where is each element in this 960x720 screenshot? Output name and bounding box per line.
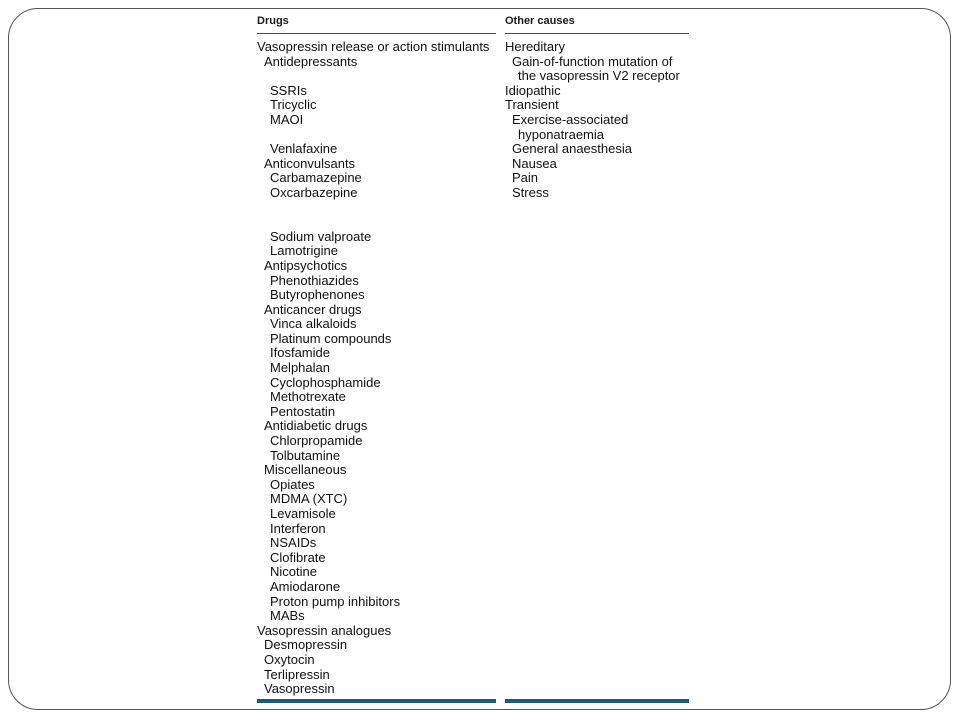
row-spacer xyxy=(257,69,496,84)
item-row: SSRIs xyxy=(270,82,307,98)
row-spacer xyxy=(257,201,496,216)
item-row: Oxcarbazepine xyxy=(270,184,358,200)
subcategory-row: Terlipressin xyxy=(264,666,330,682)
item-row: Chlorpropamide xyxy=(270,433,363,449)
item-row: Tolbutamine xyxy=(270,447,341,463)
item-row: Sodium valproate xyxy=(270,228,372,244)
subcategory-row: Pain xyxy=(512,170,539,186)
other-causes-header: Other causes xyxy=(505,10,689,34)
item-row: Nicotine xyxy=(270,564,317,580)
item-row: Tricyclic xyxy=(270,97,317,113)
drugs-bottom-rule xyxy=(257,699,496,703)
item-row: Phenothiazides xyxy=(270,272,359,288)
item-row: Cyclophosphamide xyxy=(270,374,381,390)
category-row: Hereditary xyxy=(505,39,565,54)
item-row: the vasopressin V2 receptor xyxy=(518,68,680,84)
other-causes-column xyxy=(505,10,689,201)
item-row: Ifosfamide xyxy=(270,345,330,361)
other-causes-list xyxy=(505,40,689,201)
category-row: Vasopressin release or action stimulants xyxy=(257,39,490,54)
subcategory-row: Miscellaneous xyxy=(264,462,347,478)
item-row: Methotrexate xyxy=(270,389,346,405)
subcategory-row: Desmopressin xyxy=(264,637,348,653)
subcategory-row: Oxytocin xyxy=(264,651,315,667)
drugs-header: Drugs xyxy=(257,10,496,34)
subcategory-row: Vasopressin xyxy=(264,681,335,697)
row-spacer xyxy=(257,215,496,230)
item-row: NSAIDs xyxy=(270,535,317,551)
item-row: Levamisole xyxy=(270,506,336,521)
subcategory-row: Anticancer drugs xyxy=(264,301,362,317)
subcategory-row: Anticonvulsants xyxy=(264,155,356,171)
item-row: hyponatraemia xyxy=(518,126,604,142)
subcategory-row: Stress xyxy=(512,184,549,200)
subcategory-row: Antidepressants xyxy=(264,53,358,69)
item-row: Butyrophenones xyxy=(270,287,365,303)
subcategory-row: Exercise-associated xyxy=(512,111,629,127)
subcategory-row: General anaesthesia xyxy=(512,141,632,157)
category-row: Vasopressin analogues xyxy=(257,622,392,638)
subcategory-row: Nausea xyxy=(512,155,557,171)
item-row: Platinum compounds xyxy=(270,330,392,346)
item-row: Lamotrigine xyxy=(270,243,338,259)
item-row: Melphalan xyxy=(270,360,330,376)
item-row: Clofibrate xyxy=(270,549,326,565)
item-row: Interferon xyxy=(270,520,326,536)
subcategory-row: Antidiabetic drugs xyxy=(264,418,368,434)
category-row: Transient xyxy=(505,97,559,113)
row-spacer xyxy=(257,128,496,143)
item-row: MDMA (XTC) xyxy=(270,491,348,507)
item-row: Pentostatin xyxy=(270,403,336,419)
item-row: Proton pump inhibitors xyxy=(270,593,401,609)
subcategory-row: Gain-of-function mutation of xyxy=(512,53,673,69)
drugs-list xyxy=(257,40,496,697)
other-causes-bottom-rule xyxy=(505,699,689,703)
drugs-column xyxy=(257,10,496,697)
item-row: Opiates xyxy=(270,476,315,492)
item-row: Carbamazepine xyxy=(270,170,362,186)
category-row: Idiopathic xyxy=(505,82,561,98)
item-row: MABs xyxy=(270,608,305,624)
item-row: Vinca alkaloids xyxy=(270,316,357,332)
item-row: Amiodarone xyxy=(270,578,341,594)
item-row: MAOI xyxy=(270,111,304,127)
subcategory-row: Antipsychotics xyxy=(264,257,348,273)
item-row: Venlafaxine xyxy=(270,141,338,157)
